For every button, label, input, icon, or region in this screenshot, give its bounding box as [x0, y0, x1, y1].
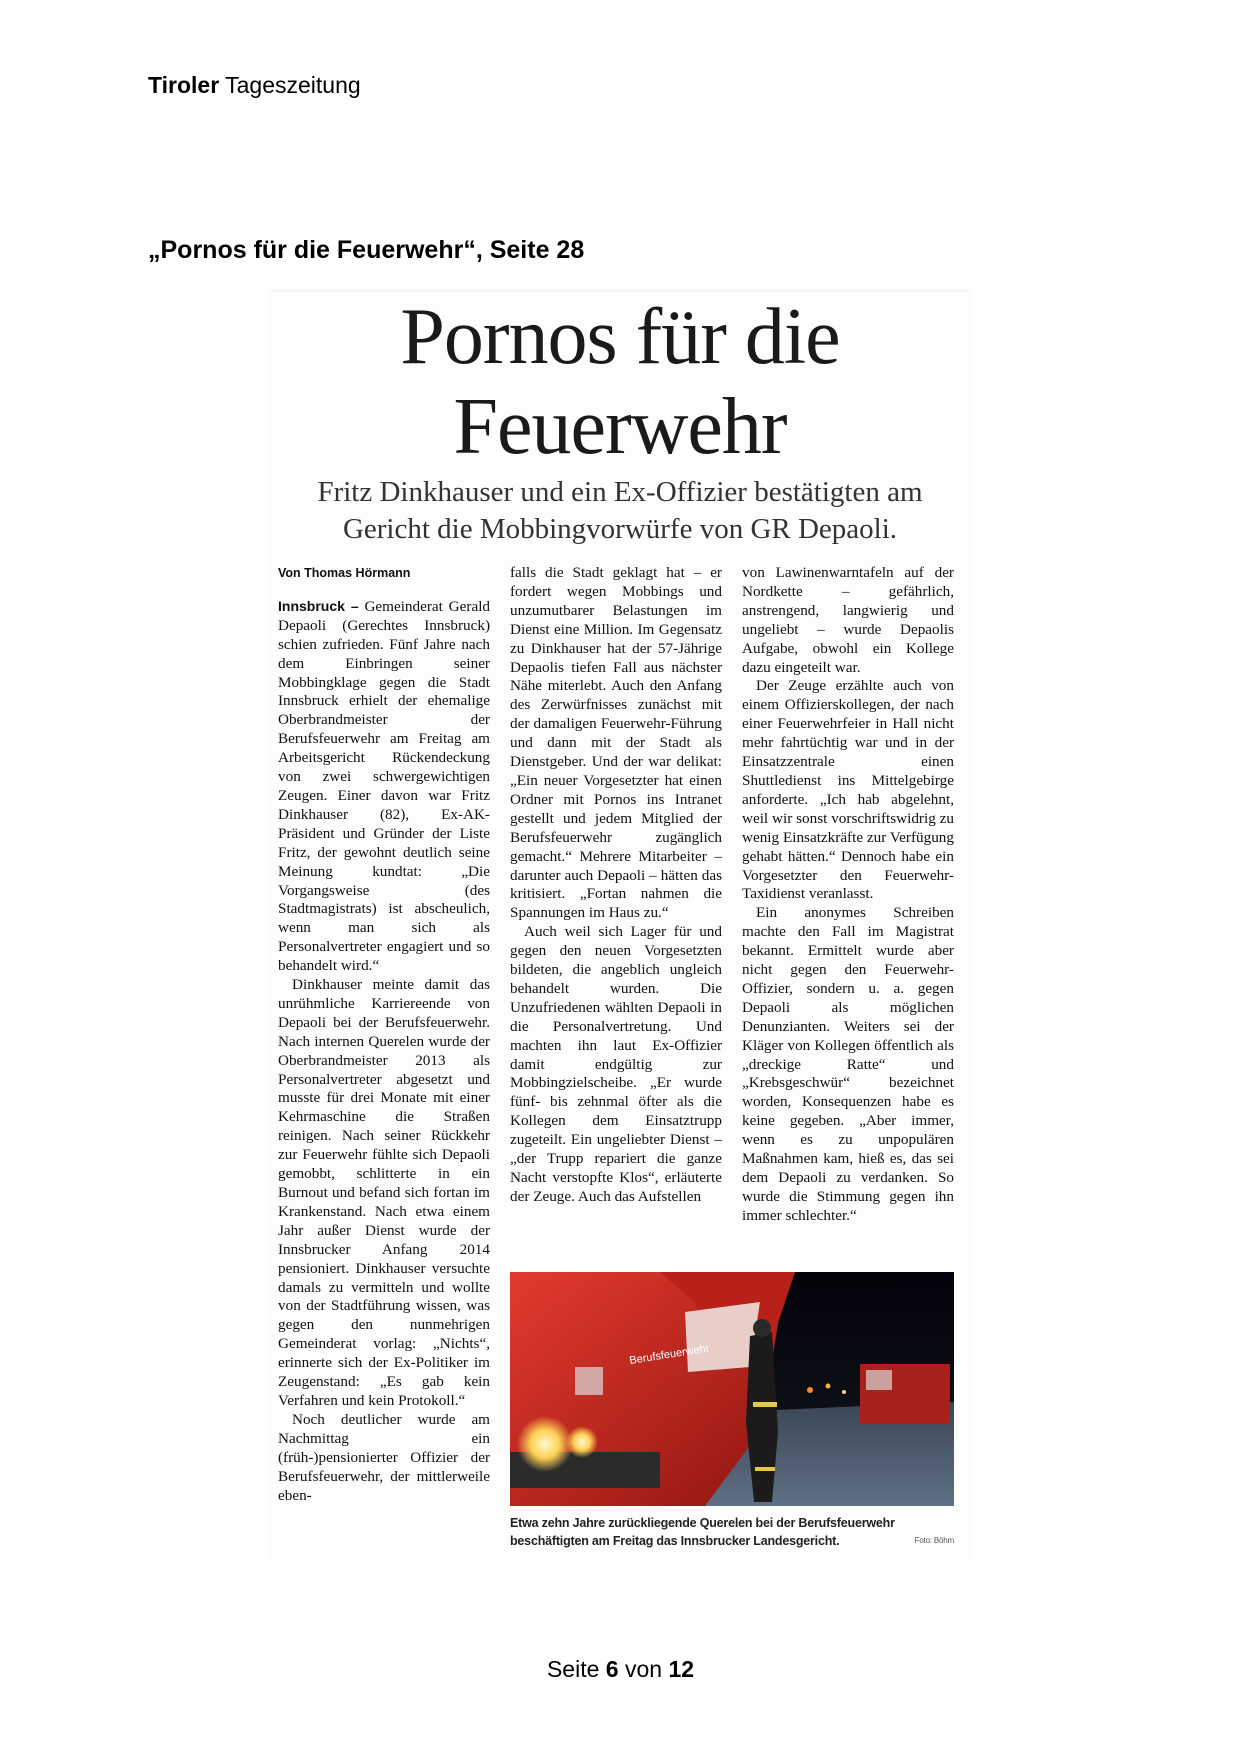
total-pages: 12 — [668, 1656, 695, 1682]
headline-line-2: Feuerwehr — [453, 383, 787, 471]
page-prefix: Seite — [546, 1656, 600, 1682]
publication-name-rest: Tageszeitung — [225, 72, 361, 98]
newspaper-clipping — [270, 292, 970, 1562]
paragraph: falls die Stadt geklagt hat – er fordert wegen Mobbings und unzumutbarer Belastungen im Dienst eine Million. Im Gegensatz zu Dinkhauser hat der 57-Jährige Depaolis tiefen Fall aus nächster Nähe miterlebt. Auch den Anfang des Zerwürfnisses zunächst mit der damaligen Feuerwehr-Führung und dann mit der Stadt als Dienstgeber. Und der war delikat: „Ein neuer Vorgesetzter hat einen Ordner mit Pornos ins Intranet gestellt und jedem Mitglied der Berufsfeuerwehr zugänglich gemacht.“ Mehrere Mitarbeiter – darunter auch Depaoli – hätten das kritisiert. „Fortan nahmen die Spannungen im Haus zu.“ — [510, 564, 722, 922]
headline — [270, 292, 970, 472]
article-column-2 — [510, 564, 722, 1207]
page-number — [0, 1656, 1241, 1683]
photo-caption — [510, 1514, 954, 1550]
publication-name-bold: Tiroler — [148, 72, 220, 98]
article-photo — [510, 1272, 954, 1506]
fire-truck-night-scene — [510, 1272, 954, 1506]
byline: Von Thomas Hörmann — [278, 566, 411, 580]
paragraph: Auch weil sich Lager für und gegen den neuen Vorgesetzten bildeten, die angeblich ungleich behandelt wurden. Die Unzufriedenen wählten Depaoli in die Personalvertretung. Und machten ihn laut Ex-Offizier damit endgültig zur Mobbingzielscheibe. „Er wurde fünf- bis zehnmal öfter als die Kollegen dem Einsatztrupp zugeteilt. Ein ungeliebter Dienst – „der Trupp repariert die ganze Nacht verstopfte Klos“, erläuterte der Zeuge. Auch das Aufstellen — [510, 923, 722, 1205]
dateline: Innsbruck – — [278, 597, 359, 614]
caption-text: Etwa zehn Jahre zurückliegende Querelen bei der Berufsfeuerwehr beschäftigten am Freitag das Innsbrucker Landesgericht. — [510, 1516, 895, 1548]
paragraph: Ein anonymes Schreiben machte den Fall im Magistrat bekannt. Ermittelt wurde aber nicht gegen den Feuerwehr-Offizier, sondern u. a. gegen Depaoli als möglichen Denunzianten. Weiters sei der Kläger von Kollegen öffentlich als „dreckige Ratte“ und „Krebsgeschwür“ bezeichnet worden, Konsequenzen habe es keine gegeben. „Aber immer, wenn es zu unpopulären Maßnahmen kam, hieß es, das sei dem Depaoli zu verdanken. So wurde die Stimmung gegen ihn immer schlechter.“ — [742, 904, 954, 1224]
paragraph: von Lawinenwarntafeln auf der Nordkette – gefährlich, anstrengend, langwierig und ungeliebt – wurde Depaolis Aufgabe, obwohl ein Kollege dazu eingeteilt war. — [742, 564, 954, 676]
subheadline — [270, 474, 970, 548]
page-of: von — [624, 1656, 663, 1682]
publication-name — [148, 72, 361, 99]
headlight — [517, 1416, 573, 1472]
headline-line-1: Pornos für die — [400, 293, 840, 381]
current-page: 6 — [605, 1656, 619, 1682]
paragraph: Noch deutlicher wurde am Nachmittag ein (früh-)pensionierter Offizier der Berufsfeuerwehr, der mittlerweile eben- — [278, 1410, 490, 1504]
paragraph: Der Zeuge erzählte auch von einem Offizierskollegen, der nach einer Feuerwehrfeier in Hall nicht mehr fahrtüchtig war und in der Einsatzzentrale einen Shuttledienst ins Mittelgebirge anforderte. „Ich hab abgelehnt, weil wir sonst vorschriftswidrig zu wenig Einsatzkräfte zur Verfügung gehabt hätten.“ Dennoch habe ein Vorgesetzter den Feuerwehr-Taxidienst veranlasst. — [742, 677, 954, 903]
truck-lettering: Berufsfeuerwehr — [628, 1342, 711, 1367]
subheadline-line-1: Fritz Dinkhauser und ein Ex-Offizier bestätigten am — [317, 476, 923, 508]
paragraph-text: Gemeinderat Gerald Depaoli (Gerechtes Innsbruck) schien zufrieden. Fünf Jahre nach dem Einbringen seiner Mobbingklage gegen die Stadt Innsbruck erhielt der ehemalige Oberbrandmeister der Berufsfeuerwehr am Freitag am Arbeitsgericht Rückendeckung von zwei schwergewichtigen Zeugen. Einer davon war Fritz Dinkhauser (82), Ex-AK-Präsident und Gründer der Liste Fritz, der gewohnt deutlich seine Meinung kundtat: „Die Vorgangsweise (des Stadtmagistrats) ist abscheulich, wenn man sich als Personalvertreter engagiert und so behandelt wird.“ — [278, 597, 491, 975]
article-column-3 — [742, 564, 954, 1226]
article-column-1 — [278, 564, 490, 1505]
subheadline-line-2: Gericht die Mobbingvorwürfe von GR Depaoli. — [342, 513, 898, 545]
article-reference: „Pornos für die Feuerwehr“, Seite 28 — [148, 236, 585, 264]
paragraph: Dinkhauser meinte damit das unrühmliche Karriereende von Depaoli bei der Berufsfeuerwehr. Nach internen Querelen wurde der Oberbrandmeister 2013 als Personalvertreter abgesetzt und musste für drei Monate mit einer Kehrmaschine die Straßen reinigen. Nach seiner Rückkehr zur Feuerwehr fühlte sich Depaoli gemobbt, schlitterte in ein Burnout und befand sich fortan im Krankenstand. Nach etwa einem Jahr außer Dienst wurde der Innsbrucker Anfang 2014 pensioniert. Dinkhauser versuchte damals zu vermitteln und wollte von der Stadtführung wissen, was gegen den nunmehrigen Gemeinderat vorlag: „Nichts“, erinnerte sich der Ex-Politiker im Zeugenstand: „Es gab kein Verfahren und kein Protokoll.“ — [278, 976, 490, 1409]
paragraph — [278, 597, 490, 976]
photo-credit: Foto: Böhm — [914, 1536, 954, 1545]
